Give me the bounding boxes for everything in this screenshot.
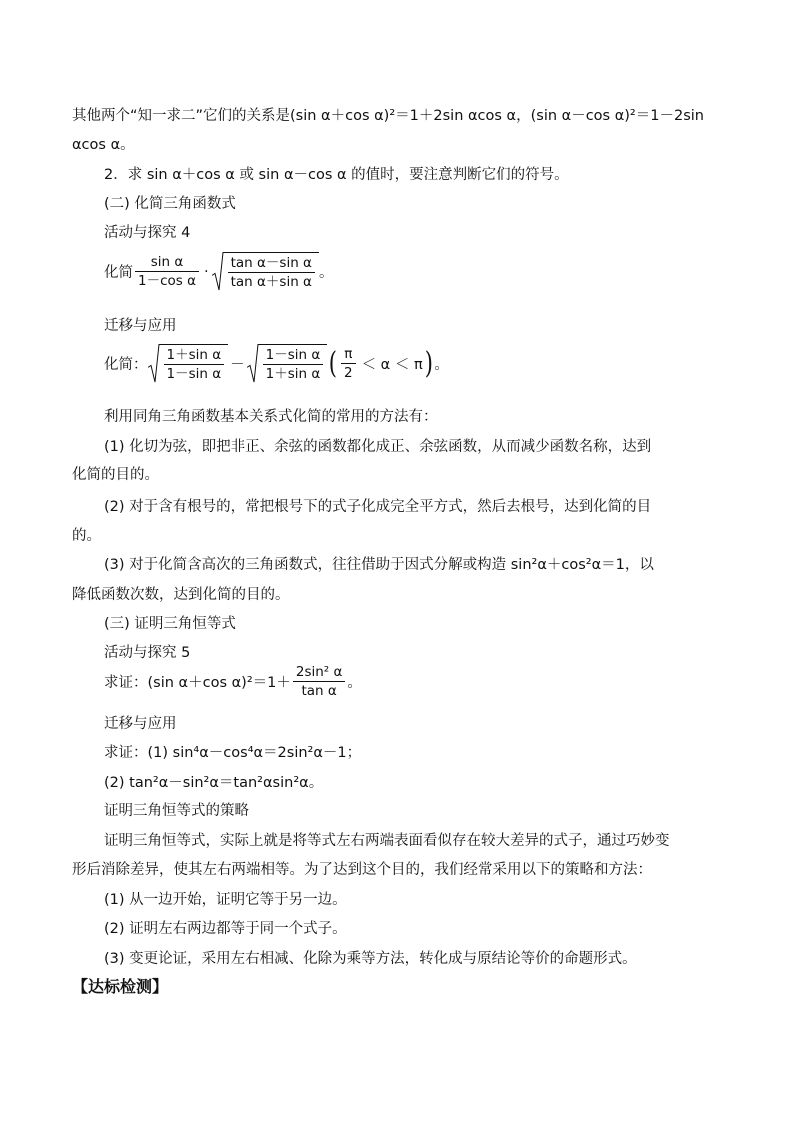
- strategy-item-1: (1) 从一边开始，证明它等于另一边。: [104, 892, 347, 908]
- method-2-line-b: 的。: [72, 528, 101, 544]
- fraction-numerator: 1＋sin α: [166, 347, 222, 363]
- formula-period: 。: [347, 675, 362, 691]
- strategy-item-3: (3) 变更论证，采用左右相减、化除为乘等方法，转化成与原结论等价的命题形式。: [104, 951, 637, 967]
- method-3-line-a: (3) 对于化简含高次的三角函数式，往往借助于因式分解或构造 sin²α＋cos²α＝1，以: [104, 557, 654, 573]
- methods-intro: 利用同角三角函数基本关系式化简的常用的方法有：: [104, 409, 438, 425]
- fraction-pi-over-2: [341, 345, 356, 382]
- fraction-numerator: 1－sin α: [265, 347, 321, 363]
- method-1-line-b: 化简的目的。: [72, 467, 159, 483]
- transfer-apply-title-2: 迁移与应用: [104, 716, 177, 732]
- strategy-line-a: 证明三角恒等式，实际上就是将等式左右两端表面看似存在较大差异的式子，通过巧妙变: [104, 833, 670, 849]
- fraction-numerator: 2sin² α: [295, 664, 343, 680]
- activity-5-title: 活动与探究 5: [104, 645, 191, 661]
- fraction-denominator: tan α＋sin α: [228, 272, 315, 291]
- formula-activity-4: [104, 252, 333, 291]
- square-root-first: [148, 344, 229, 383]
- text-line-relations: 其他两个“知一求二”它们的关系是(sin α＋cos α)²＝1＋2sin αcos α，(sin α－cos α)²＝1－2sin: [72, 108, 704, 124]
- simplify2-prefix: 化简：: [104, 357, 148, 373]
- prove-item-2: (2) tan²α－sin²α＝tan²αsin²α。: [104, 775, 324, 791]
- fraction-denominator: 1－sin α: [164, 364, 225, 383]
- strategy-line-b: 形后消除差异，使其左右两端相等。为了达到这个目的，我们经常采用以下的策略和方法：: [72, 862, 652, 878]
- minus-sign: －: [230, 357, 245, 373]
- left-paren: (: [329, 345, 338, 381]
- simplify-prefix: 化简: [104, 265, 133, 281]
- method-3-line-b: 降低函数次数，达到化简的目的。: [72, 587, 290, 603]
- section-heading-prove: (三) 证明三角恒等式: [104, 616, 236, 632]
- fraction-denominator: 2: [341, 363, 356, 382]
- radical-sign-icon: [247, 344, 259, 383]
- fraction-2sin2-over-tan: [293, 663, 346, 700]
- formula-activity-5: [104, 663, 362, 700]
- strategy-item-2: (2) 证明左右两边都等于同一个式子。: [104, 921, 347, 937]
- square-root-second: [247, 344, 328, 383]
- prove-item-1: 求证：(1) sin⁴α－cos⁴α＝2sin²α－1；: [104, 745, 362, 761]
- fraction-sin-over-1-minus-cos: [135, 253, 199, 290]
- section-heading-simplify: (二) 化简三角函数式: [104, 196, 236, 212]
- radical-sign-icon: [212, 252, 224, 291]
- fraction-denominator: 1－cos α: [135, 271, 199, 290]
- section-title-test: 【达标检测】: [72, 977, 169, 996]
- radical-sign-icon: [148, 344, 160, 383]
- right-paren: ): [424, 345, 433, 381]
- text-line-sign-note: 2．求 sin α＋cos α 或 sin α－cos α 的值时，要注意判断它们的符号。: [104, 167, 569, 183]
- activity-4-title: 活动与探究 4: [104, 225, 191, 241]
- prove-prefix: 求证：(sin α＋cos α)²＝1＋: [104, 675, 291, 691]
- fraction-numerator: sin α: [150, 254, 184, 270]
- fraction-denominator: 1＋sin α: [263, 364, 324, 383]
- multiply-dot: ·: [204, 263, 209, 280]
- fraction-numerator: π: [344, 346, 353, 362]
- transfer-apply-title-1: 迁移与应用: [104, 318, 177, 334]
- formula-period: 。: [434, 357, 449, 373]
- formula-period: 。: [318, 265, 334, 281]
- formula-transfer-simplify: [104, 344, 449, 383]
- condition-range: ＜ α ＜ π: [361, 357, 423, 373]
- strategy-title: 证明三角恒等式的策略: [104, 803, 249, 819]
- method-1-line-a: (1) 化切为弦，即把非正、余弦的函数都化成正、余弦函数，从而减少函数名称，达到: [104, 439, 652, 455]
- square-root-tan-ratio: [212, 252, 319, 291]
- fraction-numerator: tan α－sin α: [230, 255, 312, 271]
- method-2-line-a: (2) 对于含有根号的，常把根号下的式子化成完全平方式，然后去根号，达到化简的目: [104, 499, 652, 515]
- text-line-relations-cont: αcos α。: [72, 137, 135, 153]
- fraction-denominator: tan α: [293, 681, 346, 700]
